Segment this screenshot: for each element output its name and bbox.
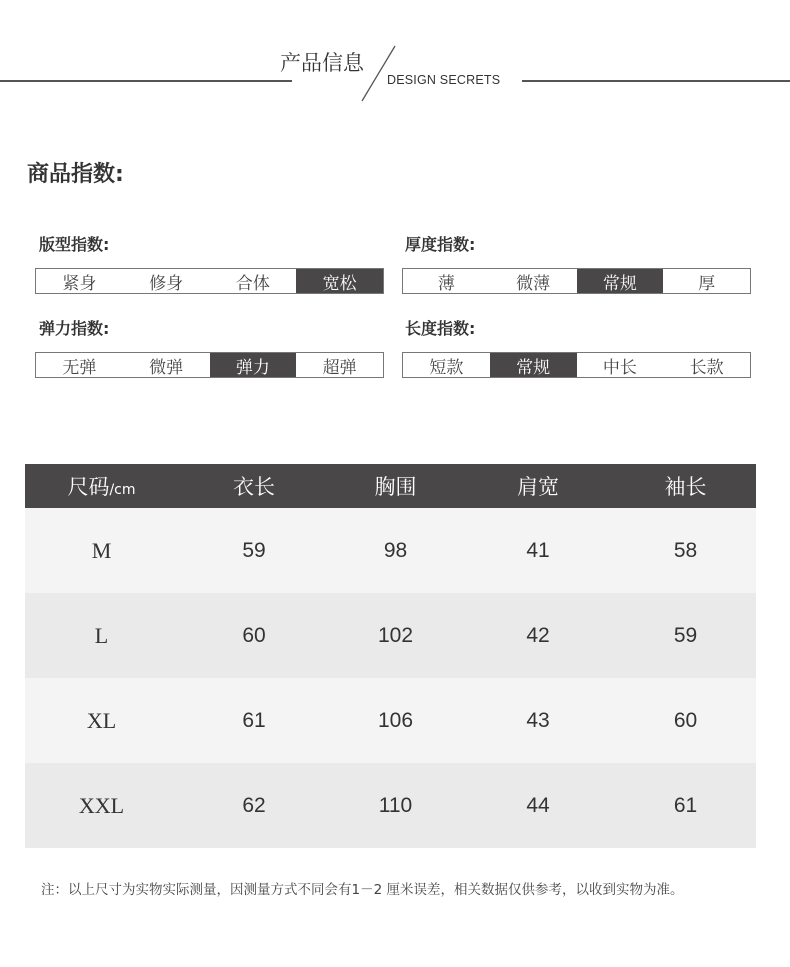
header-divider-left (0, 80, 292, 82)
section-title: 商品指数: (27, 162, 124, 187)
cell-sleeve: 58 (673, 538, 698, 562)
cell-size: M (91, 537, 112, 563)
measurement-note: 注：以上尺寸为实物实际测量，因测量方式不同会有1－2 厘米误差，相关数据仅供参考，以收到实物为准。 (41, 882, 684, 898)
elasticity-option: 无弹 (62, 357, 97, 378)
thickness-index-label: 厚度指数: (405, 235, 476, 254)
length-option: 长款 (689, 357, 724, 378)
cell-chest: 102 (377, 623, 414, 647)
cell-chest: 110 (378, 793, 413, 817)
thickness-option: 微薄 (516, 273, 551, 294)
cell-length: 61 (242, 708, 266, 732)
header-title: 产品信息 (280, 51, 364, 75)
length-index-label: 长度指数: (405, 319, 476, 338)
header-size (25, 471, 178, 501)
fit-option-selected: 宽松 (296, 269, 383, 293)
elasticity-option: 微弹 (149, 357, 184, 378)
elasticity-option: 超弹 (322, 357, 357, 378)
table-row (25, 678, 756, 763)
cell-length: 59 (242, 538, 266, 562)
header-length: 衣长 (233, 475, 275, 499)
fit-option: 紧身 (62, 273, 97, 294)
cell-size: L (94, 622, 109, 648)
cell-length: 60 (242, 623, 266, 647)
cell-shoulder: 44 (526, 793, 550, 817)
cell-sleeve: 60 (673, 708, 698, 732)
cell-size: XXL (78, 792, 125, 818)
header-divider-right (522, 80, 790, 82)
header-size-label: 尺码 (67, 475, 110, 499)
thickness-index-bar (402, 268, 751, 294)
fit-index-bar (35, 268, 384, 294)
header-subtitle: DESIGN SECRETS (387, 73, 501, 87)
cell-length: 62 (242, 793, 266, 817)
header-sleeve: 袖长 (664, 475, 707, 499)
thickness-option-selected: 常规 (577, 269, 664, 293)
table-row (25, 593, 756, 678)
header-chest: 胸围 (374, 475, 417, 499)
cell-size: XL (86, 707, 117, 733)
fit-option: 修身 (149, 273, 184, 294)
elasticity-index-label: 弹力指数: (39, 319, 110, 338)
fit-option: 合体 (235, 273, 270, 294)
table-row (25, 508, 756, 593)
thickness-option: 厚 (698, 273, 716, 294)
cell-shoulder: 41 (526, 538, 550, 562)
cell-sleeve: 61 (673, 793, 698, 817)
length-index-bar (402, 352, 751, 378)
size-table-header (25, 464, 756, 508)
length-option: 短款 (429, 357, 464, 378)
elasticity-option-selected: 弹力 (210, 353, 297, 377)
fit-index-label: 版型指数: (39, 235, 110, 254)
cell-shoulder: 43 (526, 708, 550, 732)
size-table (25, 464, 756, 848)
cell-chest: 106 (377, 708, 414, 732)
table-row (25, 763, 756, 848)
thickness-option: 薄 (437, 273, 455, 294)
cell-shoulder: 42 (526, 623, 550, 647)
length-option-selected: 常规 (490, 353, 577, 377)
cell-chest: 98 (383, 538, 408, 562)
header-shoulder: 肩宽 (517, 475, 559, 499)
cell-sleeve: 59 (673, 623, 698, 647)
header-size-unit: /cm (109, 482, 136, 498)
length-option: 中长 (602, 357, 637, 378)
elasticity-index-bar (35, 352, 384, 378)
